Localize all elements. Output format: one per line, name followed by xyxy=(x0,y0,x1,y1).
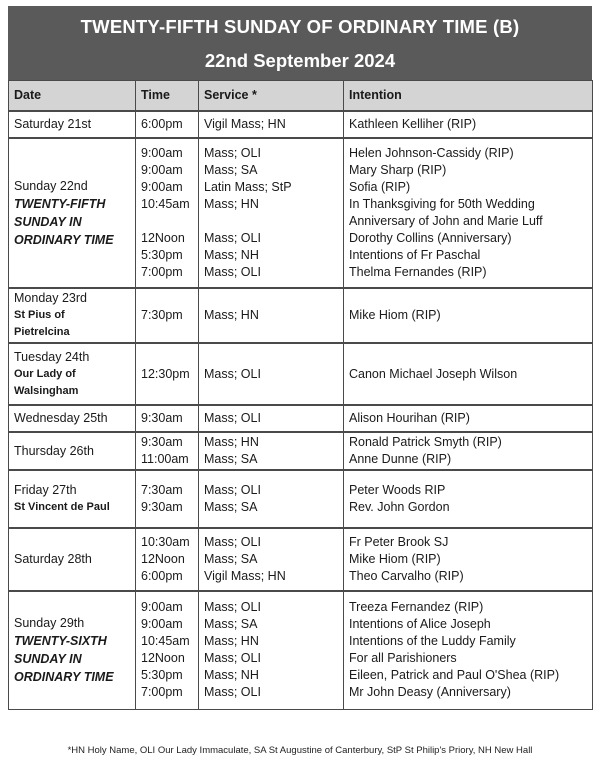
day-label: Saturday 28th xyxy=(14,552,92,566)
intention-value: Canon Michael Joseph Wilson xyxy=(349,366,518,381)
time-value: 5:30pm xyxy=(141,248,183,262)
day-label: Thursday 26th xyxy=(14,443,94,458)
intention-value: Fr Peter Brook SJ xyxy=(349,535,449,549)
time-value: 9:00am xyxy=(141,146,183,160)
service-value: Mass; HN xyxy=(204,435,259,449)
time-value: 9:30am xyxy=(141,500,183,514)
time-cell xyxy=(136,111,199,138)
page-title: TWENTY-FIFTH SUNDAY OF ORDINARY TIME (B) xyxy=(80,16,520,37)
intention-cell xyxy=(344,470,593,528)
day-label: Friday 27th xyxy=(14,483,77,497)
intention-cell xyxy=(344,528,593,591)
service-cell xyxy=(199,470,344,528)
time-cell xyxy=(136,405,199,432)
column-header-date: Date xyxy=(9,81,136,112)
service-value: Vigil Mass; HN xyxy=(204,117,286,131)
service-value: Mass; OLI xyxy=(204,685,261,700)
service-value xyxy=(204,213,338,230)
date-cell xyxy=(9,111,136,138)
service-value: Mass; OLI xyxy=(204,231,261,245)
date-cell xyxy=(9,138,136,288)
time-cell xyxy=(136,591,199,709)
feast-label: TWENTY-FIFTH xyxy=(14,196,106,211)
service-value: Mass; SA xyxy=(204,452,258,466)
service-value: Mass; OLI xyxy=(204,651,261,666)
date-cell xyxy=(9,470,136,528)
time-value: 7:00pm xyxy=(141,685,183,700)
service-value: Mass; SA xyxy=(204,500,258,514)
intention-value: Dorothy Collins (Anniversary) xyxy=(349,231,512,245)
service-value: Mass; OLI xyxy=(204,265,261,279)
date-cell xyxy=(9,528,136,591)
time-cell xyxy=(136,138,199,288)
day-label: Saturday 21st xyxy=(14,117,92,131)
day-label: Tuesday 24th xyxy=(14,349,90,364)
intention-cell xyxy=(344,111,593,138)
saint-label: Pietrelcina xyxy=(14,326,70,338)
intention-value: Rev. John Gordon xyxy=(349,500,450,514)
column-header-service: Service * xyxy=(199,81,344,112)
schedule-header xyxy=(8,6,592,80)
column-header-intention: Intention xyxy=(344,81,593,112)
time-value: 9:30am xyxy=(141,411,183,425)
intention-cell xyxy=(344,405,593,432)
time-value: 7:00pm xyxy=(141,265,183,279)
time-value: 9:00am xyxy=(141,180,183,194)
day-label: Wednesday 25th xyxy=(14,411,108,425)
table-row xyxy=(9,528,593,591)
intention-value: Mike Hiom (RIP) xyxy=(349,308,441,322)
feast-label: SUNDAY IN xyxy=(14,651,82,666)
time-cell xyxy=(136,432,199,470)
table-row xyxy=(9,470,593,528)
intention-value: Theo Carvalho (RIP) xyxy=(349,569,464,583)
service-value: Mass; SA xyxy=(204,617,258,632)
day-label: Sunday 29th xyxy=(14,615,85,630)
feast-label: ORDINARY TIME xyxy=(14,669,114,684)
table-row xyxy=(9,591,593,709)
service-value: Latin Mass; StP xyxy=(204,180,292,194)
intention-value: Ronald Patrick Smyth (RIP) xyxy=(349,435,502,449)
intention-cell xyxy=(344,343,593,405)
intention-value: Mike Hiom (RIP) xyxy=(349,552,441,566)
time-value: 11:00am xyxy=(141,452,189,466)
time-value: 12Noon xyxy=(141,231,185,245)
page-date: 22nd September 2024 xyxy=(204,50,396,71)
mass-schedule-table xyxy=(8,80,593,710)
intention-value: Mr John Deasy (Anniversary) xyxy=(349,685,511,700)
service-cell xyxy=(199,528,344,591)
time-cell xyxy=(136,343,199,405)
service-value: Mass; OLI xyxy=(204,411,261,425)
intention-value: Intentions of the Luddy Family xyxy=(349,634,516,649)
table-header-row xyxy=(9,81,593,112)
feast-label: TWENTY-SIXTH xyxy=(14,633,107,648)
column-header-time: Time xyxy=(136,81,199,112)
intention-value: Eileen, Patrick and Paul O'Shea (RIP) xyxy=(349,668,560,683)
service-value: Mass; HN xyxy=(204,308,259,322)
intention-value: Mary Sharp (RIP) xyxy=(349,163,447,177)
time-value: 9:00am xyxy=(141,617,183,632)
table-row xyxy=(9,405,593,432)
service-value: Mass; OLI xyxy=(204,600,261,615)
service-value: Mass; OLI xyxy=(204,483,261,497)
time-cell xyxy=(136,470,199,528)
intention-value: Sofia (RIP) xyxy=(349,180,411,194)
saint-label: Walsingham xyxy=(14,384,79,397)
date-cell xyxy=(9,432,136,470)
service-cell xyxy=(199,138,344,288)
time-value: 7:30pm xyxy=(141,308,183,322)
saint-label: St Pius of xyxy=(14,309,65,321)
table-row xyxy=(9,343,593,405)
feast-label: ORDINARY TIME xyxy=(14,232,114,247)
date-cell xyxy=(9,591,136,709)
intention-value: In Thanksgiving for 50th Wedding xyxy=(349,197,535,211)
table-row xyxy=(9,111,593,138)
service-value: Mass; HN xyxy=(204,197,259,211)
time-value: 6:00pm xyxy=(141,117,183,131)
time-value xyxy=(141,213,193,230)
service-cell xyxy=(199,405,344,432)
service-cell xyxy=(199,111,344,138)
service-value: Mass; NH xyxy=(204,248,259,262)
day-label: Monday 23rd xyxy=(14,291,87,305)
intention-value: Peter Woods RIP xyxy=(349,483,446,497)
intention-value: Intentions of Fr Paschal xyxy=(349,248,481,262)
time-value: 9:00am xyxy=(141,600,183,615)
service-value: Mass; SA xyxy=(204,163,258,177)
time-value: 7:30am xyxy=(141,483,183,497)
service-value: Mass; OLI xyxy=(204,535,261,549)
intention-cell xyxy=(344,432,593,470)
service-value: Mass; OLI xyxy=(204,146,261,160)
service-cell xyxy=(199,432,344,470)
intention-value: Treeza Fernandez (RIP) xyxy=(349,600,484,615)
table-row xyxy=(9,138,593,288)
intention-cell xyxy=(344,288,593,343)
service-value: Vigil Mass; HN xyxy=(204,569,286,583)
intention-value: Helen Johnson-Cassidy (RIP) xyxy=(349,146,514,160)
time-value: 12:30pm xyxy=(141,366,190,381)
time-value: 5:30pm xyxy=(141,668,183,683)
intention-cell xyxy=(344,591,593,709)
intention-value: Alison Hourihan (RIP) xyxy=(349,411,470,425)
time-value: 9:00am xyxy=(141,163,183,177)
intention-value: Anne Dunne (RIP) xyxy=(349,452,452,466)
date-cell xyxy=(9,288,136,343)
feast-label: SUNDAY IN xyxy=(14,214,82,229)
date-cell xyxy=(9,405,136,432)
time-value: 10:45am xyxy=(141,197,190,211)
intention-value: For all Parishioners xyxy=(349,651,457,666)
time-value: 10:45am xyxy=(141,634,190,649)
time-value: 6:00pm xyxy=(141,569,183,583)
date-cell xyxy=(9,343,136,405)
time-value: 12Noon xyxy=(141,552,185,566)
saint-label: St Vincent de Paul xyxy=(14,501,110,513)
footnote: *HN Holy Name, OLI Our Lady Immaculate, SA St Augustine of Canterbury, StP St Philip's Priory, NH New Hall xyxy=(67,745,533,756)
service-cell xyxy=(199,591,344,709)
intention-value: Anniversary of John and Marie Luff xyxy=(349,214,543,228)
service-value: Mass; NH xyxy=(204,668,259,683)
time-value: 10:30am xyxy=(141,535,190,549)
time-value: 12Noon xyxy=(141,651,185,666)
service-value: Mass; HN xyxy=(204,634,259,649)
service-value: Mass; SA xyxy=(204,552,258,566)
time-value: 9:30am xyxy=(141,435,183,449)
service-cell xyxy=(199,288,344,343)
intention-value: Thelma Fernandes (RIP) xyxy=(349,265,487,279)
table-row xyxy=(9,288,593,343)
saint-label: Our Lady of xyxy=(14,367,76,380)
time-cell xyxy=(136,288,199,343)
service-value: Mass; OLI xyxy=(204,366,261,381)
intention-value: Kathleen Kelliher (RIP) xyxy=(349,117,477,131)
service-cell xyxy=(199,343,344,405)
intention-value: Intentions of Alice Joseph xyxy=(349,617,491,632)
intention-cell xyxy=(344,138,593,288)
time-cell xyxy=(136,528,199,591)
table-row xyxy=(9,432,593,470)
day-label: Sunday 22nd xyxy=(14,178,88,193)
